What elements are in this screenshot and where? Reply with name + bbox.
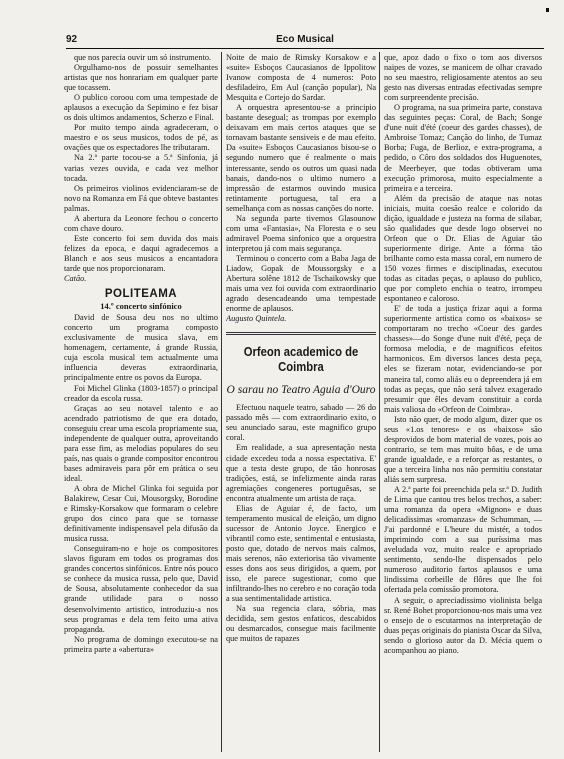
- column-3: [384, 53, 542, 656]
- column-1: [64, 53, 218, 655]
- paragraph: E' de toda a justiça frizar aqui a forma superiormente artistica como os «baixos» se comportaram no trecho «Coeur des gardes chasses»—do Songe d'une nuit d'été, peça de formosa melodia, e de magnificos efeitos harmonicos. Em diversos lances desta peça, eles se fizeram notar, evidenciando-se por maneira tal, como aliás eu o depreendera já em todas as peças, que não será talvez exagerado presumir que êles devam constituir a corda mais valiosa do «Orfeon de Coimbra».: [384, 304, 542, 414]
- author-signature: Catão.: [64, 274, 87, 284]
- paragraph: Na segunda parte tivemos Glasounow com uma «Fantasia», Na Floresta e o seu admiravel Poema sinfonico que a orquestra interpretou já com mais segurança.: [226, 213, 376, 253]
- paragraph: A obra de Michel Glinka foi seguida por Balakirew, Cesar Cui, Mousorgsky, Borodine e Rimsky-Korsakow que formaram o celebre grupo dos cinco para que se tornasse definitivamente indispensavel pela difusão da musica russa.: [64, 483, 218, 544]
- paragraph: A 2.ª parte foi preenchida pela sr.ª D. Judith de Lima que cantou tres belos trechos, a saber: uma romanza da opera «Mignon» e duas delicadissimas «romanzas» de Schumman, — J'ai pardonné e L'heure du mistér, a todos imprimindo com a sua puríssima mas aveludada voz, muito realce e apropriado sentimento, sendo-lhe dispensados pelo numeroso auditorio fartos aplausos e uma lindissima corbeille de flôres que lhe foi ofertada pela comissão promotora.: [384, 485, 542, 595]
- article-heading: Orfeon academico de Coimbra: [243, 345, 359, 375]
- section-subheading: 14.º concerto sinfónico: [100, 301, 182, 312]
- page-number: 92: [66, 34, 78, 45]
- paragraph: Orgulhamo-nos de possuir semelhantes artistas que nos honrariam em qualquer parte que tocassem.: [64, 63, 218, 93]
- article-subheading: O sarau no Teatro Aguia d'Ouro: [226, 384, 376, 397]
- corner-mark: [546, 8, 549, 12]
- paragraph: Na sua regencia clara, sóbria, mas decidida, sem gestos enfaticos, descabidos ou desmarcados, consegue mais facilmente que muitos de rapazes: [226, 604, 376, 644]
- paragraph: Por muito tempo ainda agradeceram, o maestro e os seus musicos, todos de pé, as ovações que os espectadores lhe tributaram.: [64, 123, 218, 153]
- paragraph: Isto não quer, de modo algum, dizer que os seus «1.os tenores» e os «baixos» são desprovidos de bom material de vozes, pois ao contrario, se tem mas muito bôas, e de uma grande igualdade, e a reforçar as restantes, o que a terceira linha nos não permitiu constatar aliás sem surpresa.: [384, 414, 542, 484]
- paragraph: Graças ao seu notavel talento e ao acendrado patriotismo de que era dotado, conseguiu crear uma escola propriamente sua, independente de qualquer outra, aproveitando para esse fim, as melodias populares do seu país, nas quais o grande compositor encontrou bases admiraveis para pôr em prática o seu ideal.: [64, 403, 218, 483]
- paragraph: Além da precisão de ataque nas notas iniciais, muita coesão realce e colorido da dição, igualdade e justeza na forma de silabar, são qualidades que desde logo observei no Orfeon que o Dr. Elias de Aguiar tão superiormente dirige. Ante a fórma tão brilhante como esta massa coral, em numero de 150 vozes firmes e disciplinadas, executou todas as citadas peças, o aplauso do publico, que por completo enchia o teatro, irrompeu espontaneo e caloroso.: [384, 193, 542, 304]
- section-divider: [226, 332, 376, 335]
- paragraph: A abertura da Leonore fechou o concerto com chave douro.: [64, 213, 218, 233]
- paragraph: Elias de Aguiar é, de facto, um temperamento musical de eleição, um digno sucessor de Antonio Joyce. Energico e vibrantil como este, sentimental e entusiasta, posto que, dotado de nervos mais calmos, mais serenos, não exteriorisa tão vivamente esses dons aos seus dirigidos, a quem, por isso, ele parece sugestionar, como que infiltrando-lhes no cerebro e no coração toda a sua sentimentalidade artistica.: [226, 503, 376, 604]
- paragraph: Este concerto foi sem duvida dos mais felizes da epoca, e daqui agradecemos a Blanch e aos seus musicos a encantadora tarde que nos proporcionaram.: [64, 233, 218, 273]
- paragraph: Terminou o concerto com a Baba Jaga de Liadow, Gopak de Moussorgsky e a Abertura solêne 1812 de Tschaikowsky que mais uma vez foi ouvida com extraordinario agrado desencadeando uma tempestade enorme de aplausos.: [226, 253, 376, 314]
- paragraph: Efectuou naquele teatro, sabado — 26 do passado mês — com extraordinario exito, o seu anunciado sarau, este magnifico grupo coral.: [226, 403, 376, 443]
- paragraph: No programa de domingo executou-se na primeira parte a «abertura»: [64, 634, 218, 654]
- paragraph: Conseguiram-no e hoje os compositores slavos figuram em todos os programas dos grandes concertos sinfónicos. Entre nós pouco se conhece da musica russa, pelo que, David de Sousa, absolutamente conhecedor da sua grande utilidade para o nosso desenvolvimento artistico, introduziu-a nos seus programas e dela tem feito uma ativa propaganda.: [64, 544, 218, 634]
- paragraph: A seguir, o apreciadissimo violinista belga sr. René Bohet proporcionou-nos mais uma vez o ensejo de o escutarmos na interpretação de duas peças originais do pianista Oscar da Silva, sendo o glorioso autor da D. Mécia quem o acompanhou ao piano.: [384, 595, 542, 655]
- paragraph: Noite de maio de Rimsky Korsakow e a «suite» Esboços Caucasianos de Ippolitow Ivanow composta de 4 numeros: Poto desfiladeiro, Em Aul (canção popular), Na Mesquita e Cortejo do Sardar.: [226, 53, 376, 103]
- publication-title: Eco Musical: [276, 34, 334, 45]
- paragraph: O publico coroou com uma tempestade de aplausos a execução da Sepimino e fez bisar os dois ultimos andamentos, Scherzo e Final.: [64, 93, 218, 123]
- paragraph: Na 2.ª parte tocou-se a 5.ª Sinfonia, já varias vezes ouvida, e cada vez melhor tocada.: [64, 153, 218, 183]
- paragraph: O programa, na sua primeira parte, constava das seguintes peças: Coral, de Bach; Songe d'une nuit d'été (coeur des gardes chasses), de Ambroise Tomaz; Canção do linho, de Tumaz Borba; Fuga, de Berlioz, e extra-programa, a pedido, o Côro dos soldados dos Huguenotes, de Meerbeyer, que todas obtiveram uma execução primorosa, muito especialmente a primeira e a terceira.: [384, 103, 542, 193]
- paragraph: que, apoz dado o fixo o tom aos diversos naipes de vozes, se manicem de olhar cravado no seu maestro, religiosamente atentos ao seu gesto nas diversas entradas efectivadas sempre com surpreendente precisão.: [384, 53, 542, 103]
- section-heading: POLITEAMA: [104, 288, 178, 301]
- author-signature: Augusto Quintela.: [226, 314, 287, 324]
- page-header: [66, 35, 544, 49]
- column-2: [226, 53, 376, 644]
- paragraph: Foi Michel Glinka (1803-1857) o principal creador da escola russa.: [64, 383, 218, 403]
- paragraph: Em realidade, a sua apresentação nesta cidade excedeu toda a nossa espectativa. E' que a testa deste grupo, de tão honrosas tradições, está, se infelizmente ainda raras agremiações congeneres portuguêsas, se encontra atualmente um artista de raça.: [226, 443, 376, 503]
- paragraph: que nos parecia ouvir um só instrumento.: [74, 53, 212, 62]
- paragraph: A orquestra apresentou-se a principio bastante desegual; as trompas por exemplo deixavam em mais certos ataques que se tornavam bastante sensiveis e de mau efeito. Da «suite» Esboços Caucasianos bisou-se o segundo numero que é realmente o mais interessante, sendo os outros um quasi nada banais, dando-nos o ultimo numero a impressão de estarmos ouvindo musica retintamente portuguesa, tal era a semelhança com as nossas canções do norte.: [226, 103, 376, 213]
- column-divider: [379, 52, 380, 752]
- column-divider: [221, 52, 222, 752]
- paragraph: David de Sousa deu nos no ultimo concerto um programa composto exclusivamente de musica slava, em homenagem, certamente, á grande Russia, cuja escola musical tem actualmente uma influencia deveras extraordinaria, principalmente entre os povos da Europa.: [64, 313, 218, 383]
- paragraph: Os primeiros violinos evidenciaram-se de novo na Romanza em Fá que obteve bastantes palmas.: [64, 183, 218, 213]
